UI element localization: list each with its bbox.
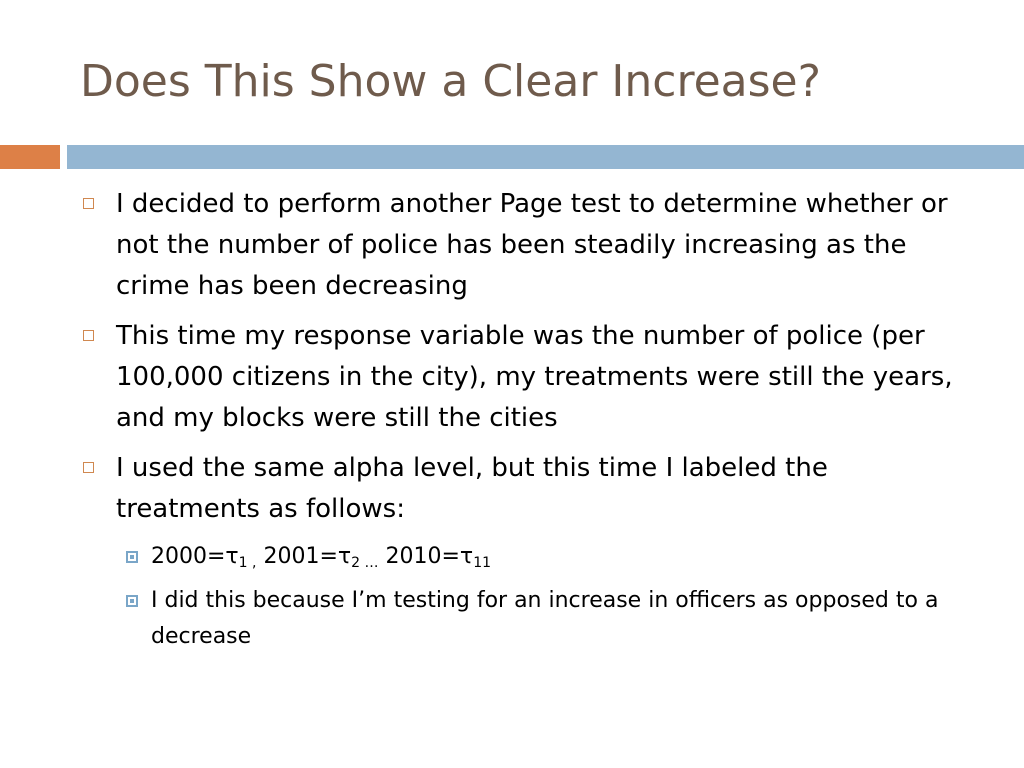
bullet-text: I decided to perform another Page test to determine whether or not the number of police has been steadily increasing as the crime has been decreasing: [116, 189, 948, 301]
bullet-text: I used the same alpha level, but this time I labeled the treatments as follows:: [116, 453, 828, 524]
filled-square-icon: [126, 551, 138, 563]
sub-bullet-text: I did this because I’m testing for an increase in officers as opposed to a decrease: [151, 588, 939, 649]
bullet-text: This time my response variable was the number of police (per 100,000 citizens in the city), my treatments were still the years, and my blocks were still the cities: [116, 321, 953, 433]
treatment-label-part: 2000=τ: [151, 544, 239, 569]
treatment-subscript: 2 …: [351, 555, 379, 571]
sub-bullet-item: [80, 583, 960, 655]
bullet-item: [80, 448, 960, 530]
treatment-subscript: 1 ,: [238, 555, 257, 571]
bullet-list: [80, 184, 960, 663]
slide-title: Does This Show a Clear Increase?: [80, 56, 821, 107]
hollow-square-icon: [83, 330, 94, 341]
treatment-label-part: 2010=τ: [378, 544, 474, 569]
sub-bullet-item: [80, 539, 960, 575]
filled-square-icon: [126, 595, 138, 607]
bullet-item: [80, 184, 960, 307]
treatment-subscript: 11: [473, 555, 492, 571]
hollow-square-icon: [83, 198, 94, 209]
sub-bullet-list: [80, 539, 960, 655]
hollow-square-icon: [83, 462, 94, 473]
accent-bar-blue: [67, 145, 1024, 169]
bullet-item: [80, 316, 960, 439]
treatment-label-part: 2001=τ: [256, 544, 352, 569]
accent-bar-orange: [0, 145, 60, 169]
